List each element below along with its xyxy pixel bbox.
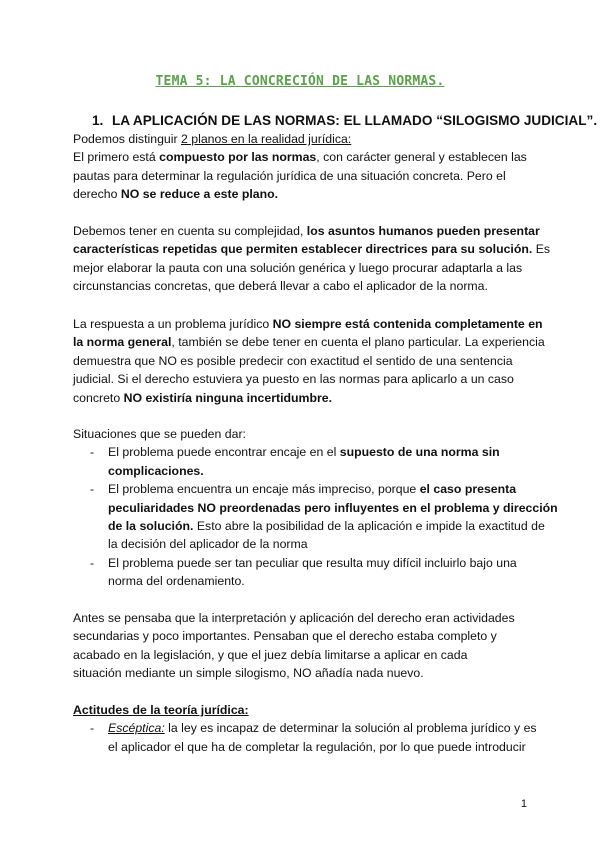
list-item bbox=[73, 443, 533, 480]
text-run: Debemos tener en cuenta su complejidad, bbox=[73, 224, 307, 238]
text-run: la ley es incapaz de determinar la solución al problema jurídico y es bbox=[164, 721, 537, 736]
list-item bbox=[73, 719, 537, 756]
section-heading-text: LA APLICACIÓN DE LAS NORMAS: EL LLAMADO “SILOGISMO JUDICIAL”. bbox=[112, 113, 598, 128]
bold-text: NO siempre está contenida completamente en bbox=[272, 317, 543, 331]
text-run: concreto bbox=[73, 390, 124, 405]
document-title: TEMA 5: LA CONCRECIÓN DE LAS NORMAS. bbox=[155, 74, 445, 89]
text-run: Esto abre la posibilidad de la aplicación e impide la exactitud de bbox=[193, 519, 545, 534]
text-line: secundarias y poco importantes. Pensaban que el derecho estaba completo y bbox=[73, 629, 497, 644]
bold-text: el caso presenta bbox=[419, 482, 517, 497]
bold-text: supuesto de una norma sin bbox=[339, 445, 500, 460]
bold-text: características repetidas que permiten establecer directrices para su solución. bbox=[73, 242, 533, 257]
text-run: , con carácter general y establecen las bbox=[316, 150, 527, 165]
bold-text: complicaciones. bbox=[108, 463, 204, 478]
bold-text: de la solución. bbox=[108, 519, 194, 534]
bold-text: compuesto por las normas bbox=[159, 150, 317, 165]
text-line: Antes se pensaba que la interpretación y aplicación del derecho eran actividades bbox=[73, 611, 515, 625]
list-item bbox=[73, 554, 533, 591]
text-line: judicial. Si el derecho estuviera ya puesto en las normas para aplicarlo a un caso bbox=[73, 372, 514, 387]
section-number: 1. bbox=[92, 113, 104, 128]
text-run: derecho bbox=[73, 187, 121, 202]
text-line: circunstancias concretas, que deberá llevar a cabo el aplicador de la norma. bbox=[73, 279, 488, 294]
text-run: El primero está bbox=[73, 150, 160, 165]
bold-text: NO existiría ninguna incertidumbre. bbox=[123, 390, 332, 405]
text-run: , también se debe tener en cuenta el plano particular. La experiencia bbox=[171, 335, 545, 350]
underlined-text: 2 planos en la realidad jurídica: bbox=[181, 132, 352, 146]
list-item bbox=[73, 480, 558, 554]
dash-bullet: - bbox=[90, 555, 95, 570]
text-run: Podemos distinguir bbox=[73, 132, 181, 146]
list-intro: Situaciones que se pueden dar: bbox=[73, 427, 246, 441]
paragraph-antes bbox=[73, 609, 533, 683]
text-line: la decisión del aplicador de la norma bbox=[108, 537, 308, 552]
dash-bullet: - bbox=[90, 482, 95, 497]
bold-text: la norma general bbox=[73, 335, 172, 350]
dash-bullet: - bbox=[90, 721, 95, 736]
text-run: La respuesta a un problema jurídico bbox=[73, 317, 273, 331]
paragraph-respuesta bbox=[73, 315, 545, 407]
bold-text: los asuntos humanos pueden presentar bbox=[306, 224, 540, 238]
bold-text: peculiaridades NO preordenadas pero influyentes en el problema y dirección bbox=[108, 500, 558, 515]
text-line: El problema puede ser tan peculiar que resulta muy difícil incluirlo bajo una bbox=[108, 555, 517, 570]
bold-text: NO se reduce a este plano. bbox=[120, 187, 279, 202]
situaciones-list bbox=[73, 425, 558, 591]
text-run: El problema puede encontrar encaje en el bbox=[108, 445, 340, 460]
section-heading bbox=[92, 113, 597, 128]
dash-bullet: - bbox=[90, 445, 95, 460]
paragraph-planos bbox=[73, 130, 533, 204]
italic-underlined-text: Escéptica: bbox=[108, 721, 165, 736]
text-run: El problema encuentra un encaje más impreciso, porque bbox=[108, 482, 420, 497]
text-line: norma del ordenamiento. bbox=[108, 574, 245, 589]
actitudes-section bbox=[73, 701, 537, 756]
paragraph-complejidad bbox=[73, 222, 551, 296]
actitudes-heading: Actitudes de la teoría jurídica: bbox=[73, 703, 249, 717]
page-number: 1 bbox=[520, 798, 527, 810]
text-line: el aplicador el que ha de completar la regulación, por lo que puede introducir bbox=[108, 739, 526, 754]
text-line: demuestra que NO es posible predecir con exactitud el sentido de una sentencia bbox=[73, 353, 513, 368]
text-line: mejor elaborar la pauta con una solución genérica y luego procurar adaptarla a las bbox=[73, 260, 523, 275]
text-run: Es bbox=[532, 242, 551, 257]
text-line: situación mediante un simple silogismo, NO añadía nada nuevo. bbox=[73, 666, 424, 681]
text-line: acabado en la legislación, y que el juez debía limitarse a aplicar en cada bbox=[73, 647, 468, 662]
text-line: pautas para determinar la regulación jurídica de una situación concreta. Pero el bbox=[73, 168, 506, 183]
